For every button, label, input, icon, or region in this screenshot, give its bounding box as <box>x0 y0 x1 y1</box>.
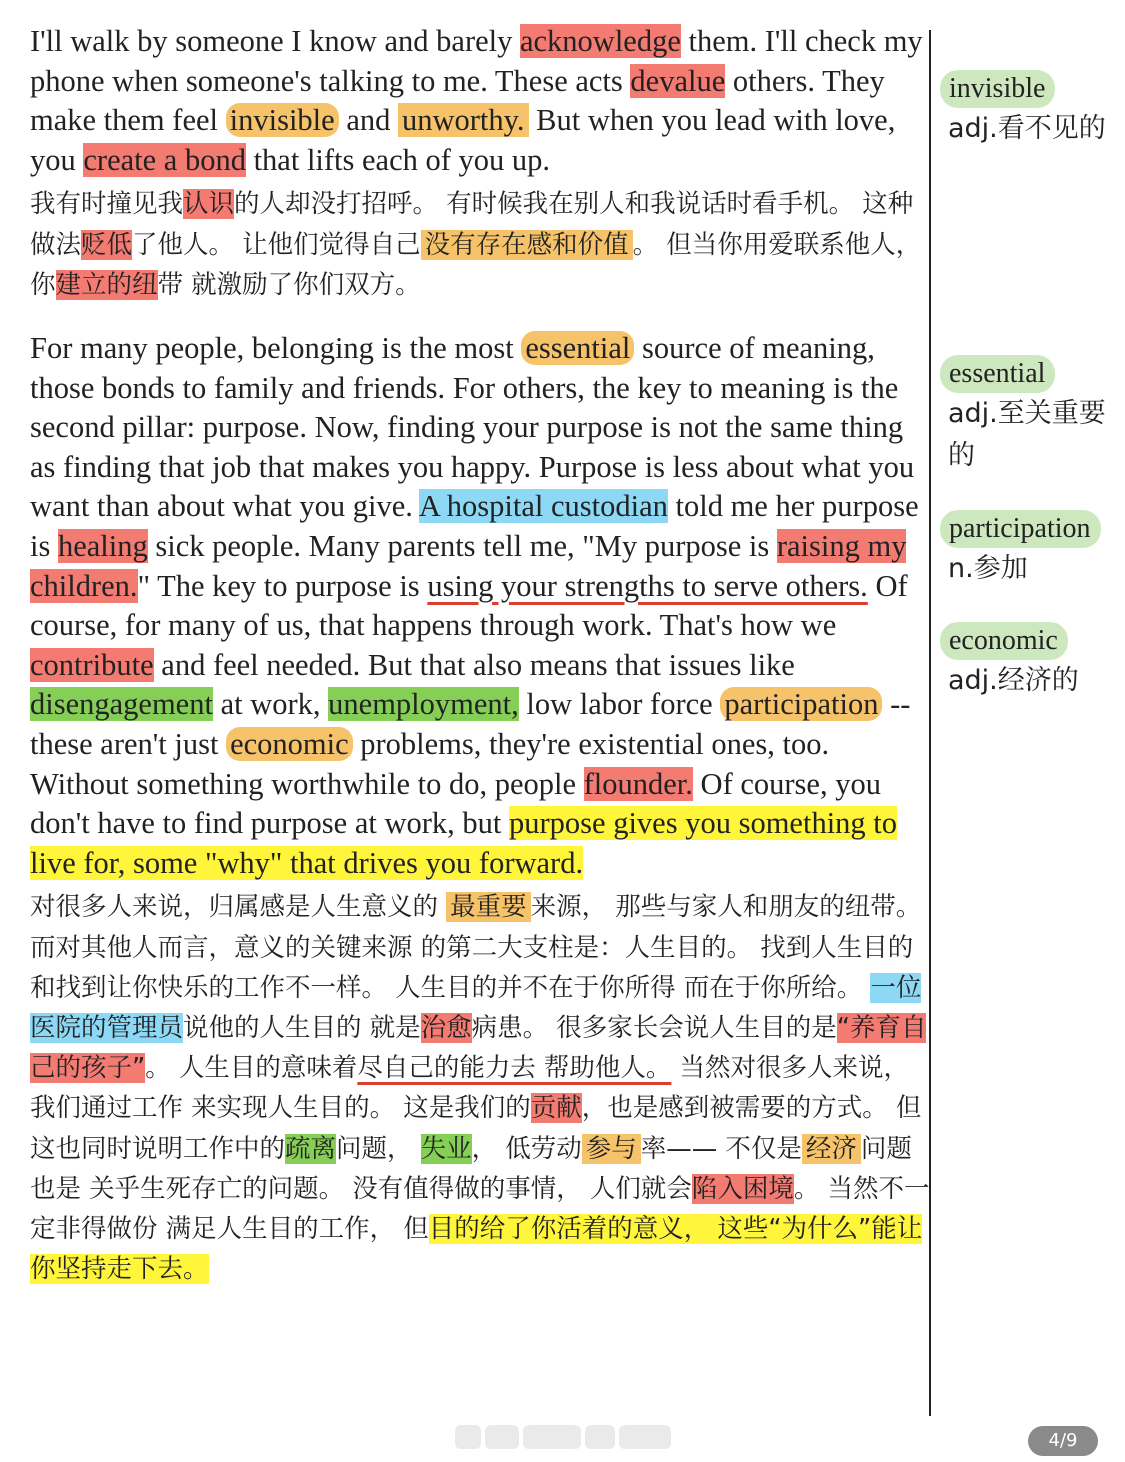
text-run: and <box>338 103 398 138</box>
text-run: 对很多人来说，归属感是人生意义的 <box>30 892 447 923</box>
article <box>30 22 930 1289</box>
text-run: low labor force <box>518 687 721 722</box>
text-run: and feel needed. But that also means that issues like <box>153 647 795 682</box>
highlighted-phrase: 一位医院的管理员 <box>30 972 922 1043</box>
highlighted-phrase: “养育自己的孩子” <box>30 1012 927 1084</box>
text-run: ，也是感到被需要的方式。 但这也同时说明工作中的 <box>30 1093 922 1164</box>
highlighted-phrase: 治愈 <box>420 1012 472 1043</box>
text-run: 说他的人生目的 就是 <box>183 1012 421 1043</box>
highlighted-phrase: raising my children. <box>30 528 907 603</box>
highlighted-phrase: disengagement <box>30 687 213 722</box>
text-run: that lifts each of you up. <box>245 142 551 177</box>
highlighted-phrase: 贡献 <box>530 1093 582 1124</box>
highlighted-phrase: participation <box>720 687 882 721</box>
underlined-phrase: using your strengths to serve others. <box>427 568 868 603</box>
text-run: 率—— 不仅是 <box>640 1133 802 1164</box>
text-run: told me her purpose is <box>30 489 919 563</box>
vocab-entry <box>940 510 1120 590</box>
vocab-definition: adj.看不见的 <box>948 113 1106 144</box>
english-paragraph-1 <box>30 22 930 180</box>
highlighted-phrase: flounder. <box>583 766 693 801</box>
text-run: 。 但当你用爱联系他人，你 <box>30 229 922 300</box>
highlighted-phrase: purpose gives you something to live for, some "why" that drives you forward. <box>30 806 898 880</box>
highlighted-phrase: 失业 <box>420 1133 472 1164</box>
text-run: Of course, you don't have to find purpose at work, but <box>30 766 881 841</box>
highlighted-phrase: economic <box>226 727 353 761</box>
vocab-word: participation <box>940 510 1101 548</box>
text-run: " The key to purpose is <box>137 568 428 603</box>
text-run: them. I'll check my phone when someone's talking to me. These acts <box>30 24 923 98</box>
highlighted-phrase: 建立的纽 <box>55 269 158 300</box>
text-run: 问题， <box>336 1133 421 1164</box>
underlined-phrase: 尽自己的能力去 帮助他人。 <box>357 1053 672 1084</box>
vocab-definition: adj.至关重要的 <box>948 398 1106 471</box>
highlighted-phrase: 疏离 <box>285 1133 337 1164</box>
vocab-entry <box>940 355 1120 477</box>
text-run: -- these aren't just <box>30 687 911 761</box>
text-run: 带 就激励了你们双方。 <box>157 269 421 300</box>
chinese-paragraph-1 <box>30 184 930 305</box>
highlighted-phrase: contribute <box>30 647 154 682</box>
text-run: source of meaning, those bonds to family and friends. For others, the key to meaning is the second pillar: purpose. Now, finding your purpose is not the same thing as finding that job that makes you happy. Purpose is less about what you want than about what you give. <box>30 330 915 524</box>
highlighted-phrase: 认识 <box>183 189 235 220</box>
text-run: ， 低劳动 <box>471 1133 582 1164</box>
text-run: others. They make them feel <box>30 63 885 138</box>
highlighted-phrase: essential <box>521 331 634 365</box>
highlighted-phrase: 目的给了你活着的意义， 这些“为什么”能让你坚持走下去。 <box>30 1213 923 1285</box>
highlighted-phrase: unworthy. <box>398 103 529 137</box>
text-run: 了他人。 让他们觉得自己 <box>132 229 421 260</box>
highlighted-phrase: 陷入困境 <box>691 1173 794 1204</box>
vocab-entry <box>940 70 1120 150</box>
text-run: problems, they're existential ones, too. Without something worthwhile to do, people <box>30 726 830 801</box>
highlighted-phrase: devalue <box>630 63 726 98</box>
highlighted-phrase: 最重要 <box>446 892 531 922</box>
text-run: But when you lead with love, you <box>30 103 896 177</box>
highlighted-phrase: healing <box>57 528 148 563</box>
highlighted-phrase: invisible <box>226 103 339 137</box>
highlighted-phrase: create a bond <box>83 142 246 177</box>
text-run: 的人却没打招呼。 有时候我在别人和我说话时看手机。 这种做法 <box>30 189 914 260</box>
text-run: 病患。 很多家长会说人生目的是 <box>471 1012 837 1043</box>
highlighted-phrase: 贬低 <box>81 229 133 260</box>
vocab-word: economic <box>940 622 1068 660</box>
vocab-word: invisible <box>940 70 1055 108</box>
highlighted-phrase: 没有存在感和价值 <box>421 230 633 260</box>
highlighted-phrase: 参与 <box>582 1134 641 1164</box>
highlighted-phrase: 经济 <box>802 1134 861 1164</box>
text-run: 来源， 那些与家人和朋友的纽带。 而对其他人而言，意义的关键来源 的第二大支柱是：人生目的。 找到人生目的 和找到让你快乐的工作不一样。 人生目的并不在于你所得 而在于你所给。 <box>30 892 922 1003</box>
highlighted-phrase: unemployment, <box>328 687 519 722</box>
text-run: I'll walk by someone I know and barely <box>30 24 520 58</box>
text-run: 。 人生目的意味着 <box>145 1053 358 1084</box>
text-run: 问题也是 关乎生死存亡的问题。 没有值得做的事情， 人们就会 <box>30 1133 912 1204</box>
text-run: 我有时撞见我 <box>30 189 184 220</box>
vocab-word: essential <box>940 355 1055 393</box>
text-run: 。 当然不一定非得做份 满足人生目的工作， 但 <box>30 1173 930 1244</box>
highlighted-phrase: acknowledge <box>519 24 681 58</box>
highlighted-phrase: A hospital custodian <box>418 489 668 524</box>
vocab-definition: n.参加 <box>948 553 1028 584</box>
text-run: at work, <box>212 687 329 722</box>
chinese-paragraph-2 <box>30 887 930 1289</box>
text-run: For many people, belonging is the most <box>30 330 522 365</box>
vocab-definition: adj.经济的 <box>948 665 1079 696</box>
text-run: sick people. Many parents tell me, "My purpose is <box>147 528 777 563</box>
vocab-entry <box>940 622 1120 702</box>
text-run: Of course, for many of us, that happens through work. That's how we <box>30 568 908 643</box>
column-divider <box>929 30 931 1416</box>
watermark-image <box>455 1425 675 1451</box>
text-run: 当然对很多人来说，我们通过工作 来实现人生目的。 这是我们的 <box>30 1053 910 1124</box>
page-indicator[interactable]: 4/9 <box>1028 1426 1098 1456</box>
english-paragraph-2 <box>30 329 930 883</box>
